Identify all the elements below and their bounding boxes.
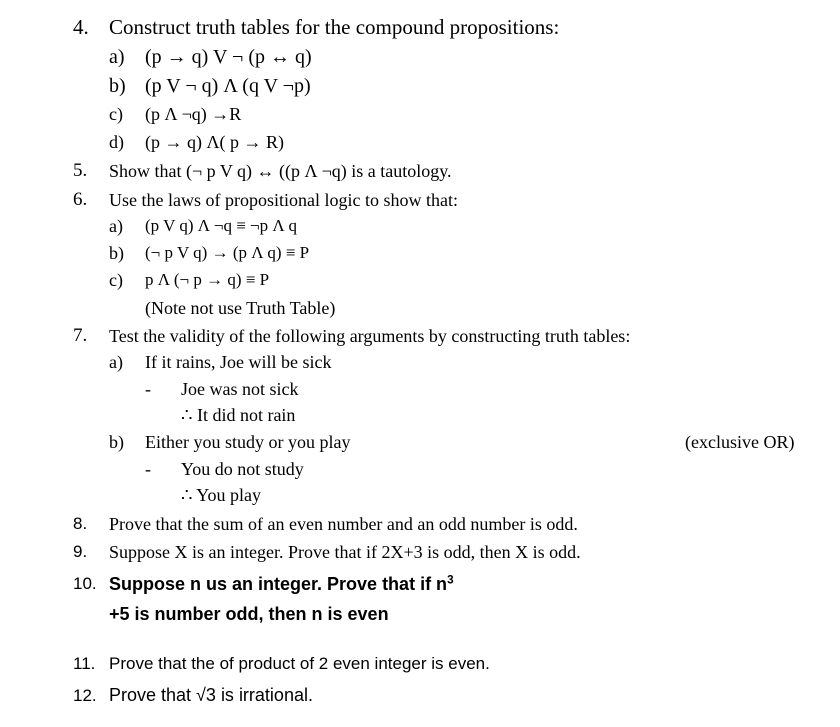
question-number: 6. [73, 189, 88, 210]
item-label: a) [109, 46, 125, 68]
item-label: a) [109, 352, 123, 372]
dash: - [145, 459, 151, 479]
item-label: a) [109, 216, 123, 236]
premise: Joe was not sick [181, 379, 299, 399]
question-number: 12. [73, 686, 97, 705]
proposition: (p → q) V ¬ (p ↔ q) [145, 46, 312, 68]
question-number: 4. [73, 15, 89, 39]
proposition: (p V ¬ q) Λ (q V ¬p) [145, 75, 311, 97]
exponent: 3 [447, 573, 454, 587]
question-number: 7. [73, 325, 88, 346]
item-label: b) [109, 75, 126, 97]
proposition: (p Λ ¬q) →R [145, 104, 242, 124]
question-text: Construct truth tables for the compound propositions: [109, 15, 560, 39]
premise: You do not study [181, 459, 304, 479]
conclusion: ∴ It did not rain [181, 405, 296, 425]
question-text: Use the laws of propositional logic to show that: [109, 190, 458, 210]
question-number: 9. [73, 542, 88, 561]
question-text: Prove that the sum of an even number and an odd number is odd. [109, 514, 578, 534]
item-label: b) [109, 243, 124, 263]
question-text: Suppose X is an integer. Prove that if 2X+3 is odd, then X is odd. [109, 542, 581, 562]
question-text: Suppose n us an integer. Prove that if n [109, 574, 448, 594]
question-text: Prove that the of product of 2 even integer is even. [109, 654, 490, 673]
question-text: Show that (¬ p V q) ↔ ((p Λ ¬q) is a tautology. [109, 161, 452, 181]
question-text-line-2: +5 is number odd, then n is even [109, 604, 389, 624]
proposition: (p → q) Λ( p → R) [145, 132, 285, 152]
question-text: Test the validity of the following arguments by constructing truth tables: [109, 326, 631, 346]
item-label: b) [109, 432, 124, 452]
note: (Note not use Truth Table) [145, 298, 336, 318]
premise: Either you study or you play [145, 432, 351, 452]
question-text: Prove that √3 is irrational. [109, 685, 313, 705]
item-label: d) [109, 132, 124, 152]
question-number: 5. [73, 160, 88, 181]
conclusion: ∴ You play [181, 485, 261, 505]
item-label: c) [109, 104, 123, 124]
note: (exclusive OR) [685, 432, 795, 452]
law-statement: p Λ (¬ p → q) ≡ P [145, 270, 270, 289]
item-label: c) [109, 270, 123, 290]
law-statement: (p V q) Λ ¬q ≡ ¬p Λ q [145, 216, 298, 235]
law-statement: (¬ p V q) → (p Λ q) ≡ P [145, 243, 310, 262]
question-number: 11. [73, 654, 96, 673]
premise: If it rains, Joe will be sick [145, 352, 332, 372]
dash: - [145, 379, 151, 399]
question-text-line-1 [109, 575, 454, 593]
question-number: 10. [73, 574, 97, 593]
question-number: 8. [73, 514, 88, 533]
